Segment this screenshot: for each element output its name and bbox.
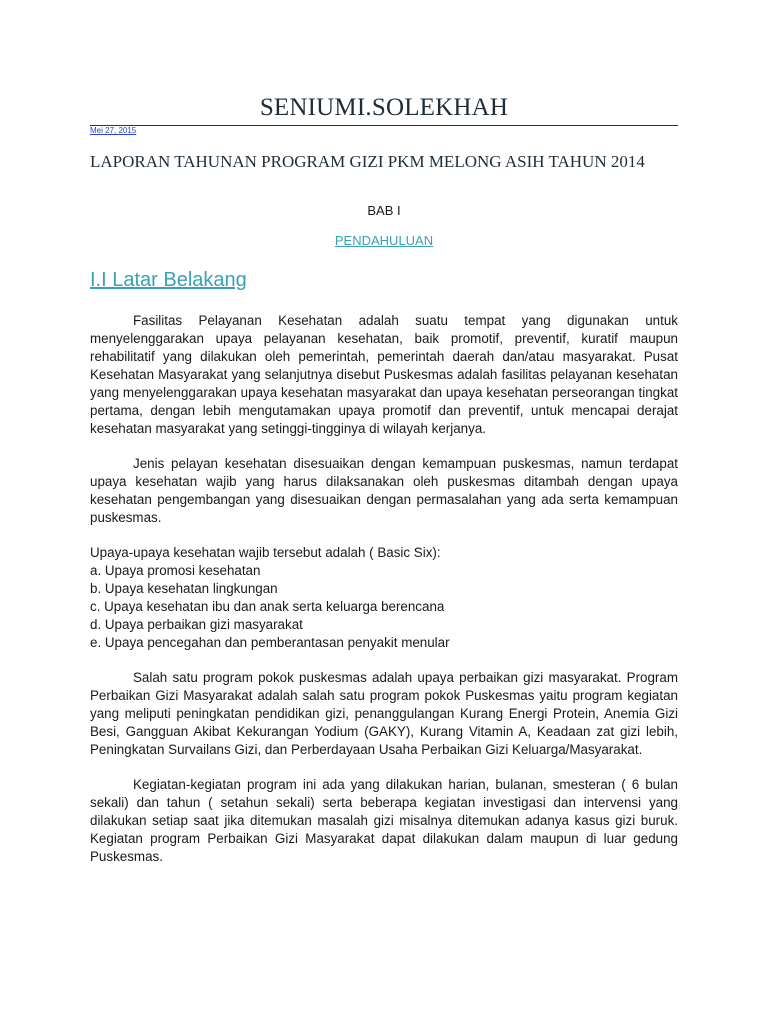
chapter-number: BAB I — [367, 203, 401, 218]
post-body — [90, 312, 678, 883]
title-divider — [90, 125, 678, 126]
list-intro: Upaya-upaya kesehatan wajib tersebut adalah ( Basic Six): — [90, 545, 441, 560]
paragraph: Kegiatan-kegiatan program ini ada yang dilakukan harian, bulanan, smesteran ( 6 bulan sekali) dan tahun ( setahun sekali) serta beberapa kegiatan investigasi dan intervensi yang dilakukan setiap saat jika ditemukan masalah gizi misalnya ditemukan adanya kasus gizi buruk. Kegiatan program Perbaikan Gizi Masyarakat dapat dilakukan dalam maupun di luar gedung Puskesmas. — [90, 777, 678, 864]
paragraph: Salah satu program pokok puskesmas adalah upaya perbaikan gizi masyarakat. Program Perbaikan Gizi Masyarakat adalah salah satu program pokok Puskesmas yaitu program kegiatan yang meliputi peningkatan pendidikan gizi, penanggulangan Kurang Energi Protein, Anemia Gizi Besi, Gangguan Akibat Kekurangan Yodium (GAKY), Kurang Vitamin A, Keadaan zat gizi lebih, Peningkatan Survailans Gizi, dan Perberdayaan Usaha Perbaikan Gizi Keluarga/Masyarakat. — [90, 670, 678, 757]
post-title: LAPORAN TAHUNAN PROGRAM GIZI PKM MELONG ASIH TAHUN 2014 — [90, 152, 645, 171]
list-item: d. Upaya perbaikan gizi masyarakat — [90, 617, 303, 632]
paragraph: Jenis pelayan kesehatan disesuaikan dengan kemampuan puskesmas, namun terdapat upaya kesehatan wajib yang harus dilaksanakan oleh puskesmas ditambah dengan upaya kesehatan pengembangan yang disesuaikan dengan permasalahan yang ada serta kemampuan puskesmas. — [90, 456, 678, 525]
section-heading-link[interactable]: I.I Latar Belakang — [90, 269, 247, 291]
list-item: b. Upaya kesehatan lingkungan — [90, 581, 278, 596]
basic-six-list — [90, 562, 678, 652]
chapter-title-link[interactable]: PENDAHULUAN — [334, 233, 434, 248]
list-item: a. Upaya promosi kesehatan — [90, 563, 261, 578]
list-item: e. Upaya pencegahan dan pemberantasan penyakit menular — [90, 635, 450, 650]
post-date-link[interactable]: Mei 27, 2015 — [90, 126, 137, 135]
paragraph: Fasilitas Pelayanan Kesehatan adalah suatu tempat yang digunakan untuk menyelenggarakan upaya pelayanan kesehatan, baik promotif, preventif, kuratif maupun rehabilitatif yang dilakukan oleh pemerintah, pemerintah daerah dan/atau masyarakat. Pusat Kesehatan Masyarakat yang selanjutnya disebut Puskesmas adalah fasilitas pelayanan kesehatan yang menyelenggarakan upaya kesehatan masyarakat dan upaya kesehatan perseorangan tingkat pertama, dengan lebih mengutamakan upaya promotif dan preventif, untuk mencapai derajat kesehatan masyarakat yang setinggi-tingginya di wilayah kerjanya. — [90, 313, 678, 436]
blog-title[interactable]: SENIUMI.SOLEKHAH — [259, 94, 509, 121]
list-item: c. Upaya kesehatan ibu dan anak serta keluarga berencana — [90, 599, 445, 614]
